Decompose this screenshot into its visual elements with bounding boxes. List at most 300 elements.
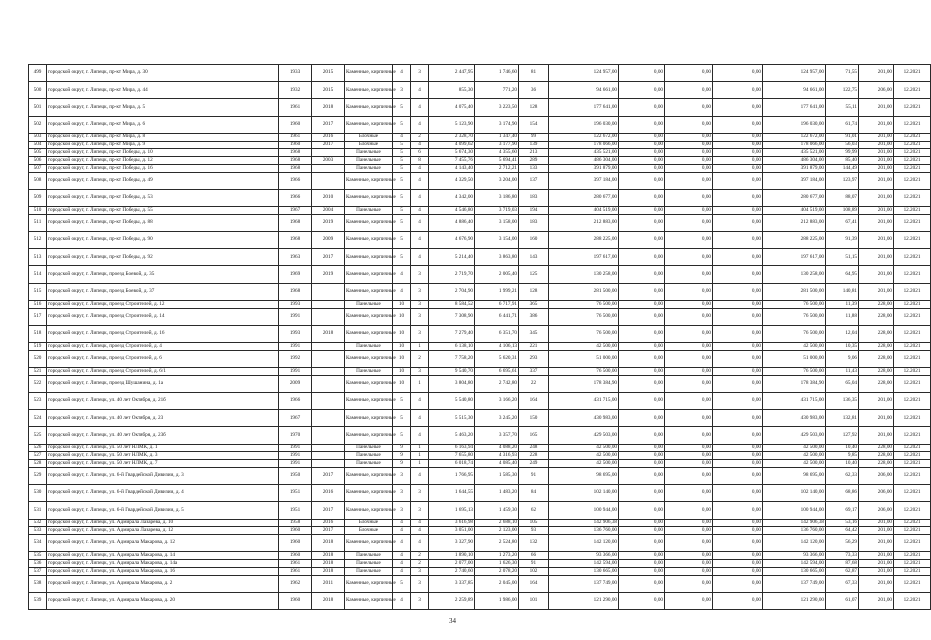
entrances-cell: 3 [411,308,429,325]
unit-cost-cell: 67,33 [826,575,859,592]
year-built-cell: 1963 [279,249,312,266]
fund-cell-2: 0,00 [665,375,713,392]
deadline-cell: 12.2021 [894,232,931,249]
address-cell: городской округ, г. Липецк, пр-кт Победы, д. 55 [47,207,279,215]
living-area-cell: 2 524,80 [475,535,519,552]
residents-cell: 248 [519,444,549,452]
fund-cell-2: 0,00 [665,467,713,484]
row-number: 499 [29,65,47,82]
wall-material-cell: Блочные [345,141,393,149]
table-row [29,189,931,206]
year-repair-cell: 2016 [312,133,345,141]
fund-cell-2: 0,00 [665,266,713,283]
floors-cell: 5 [393,207,411,215]
residents-cell: 99 [519,133,549,141]
deadline-cell: 12.2021 [894,535,931,552]
table-row [29,527,931,535]
year-built-cell: 1967 [279,207,312,215]
max-cost-cell: 201,00 [859,592,894,609]
fund-cell-2: 0,00 [665,485,713,502]
entrances-cell: 4 [411,164,429,172]
total-area-cell: 2 447,95 [429,65,475,82]
total-cost-cell: 136 760,00 [549,527,619,535]
wall-material-cell: Панельные [345,343,393,351]
total-cost-cell: 102 140,00 [549,485,619,502]
row-number: 511 [29,214,47,231]
total-area-cell: 7 308,90 [429,308,475,325]
unit-cost-cell: 62,87 [826,567,859,575]
entrances-cell: 1 [411,343,429,351]
total-area-cell: 2 704,90 [429,283,475,300]
deadline-cell: 12.2021 [894,392,931,409]
residents-cell: 386 [519,308,549,325]
living-area-cell: 6 351,70 [475,325,519,342]
owners-funds-cell: 130 258,00 [763,266,826,283]
row-number: 532 [29,519,47,527]
year-repair-cell [312,368,345,376]
deadline-cell: 12.2021 [894,519,931,527]
row-number: 528 [29,460,47,468]
entrances-cell: 3 [411,325,429,342]
year-built-cell: 2009 [279,375,312,392]
residents-cell: 213 [519,149,549,157]
year-repair-cell: 2016 [312,519,345,527]
max-cost-cell: 201,00 [859,133,894,141]
residents-cell: 183 [519,214,549,231]
living-area-cell: 3 357,70 [475,427,519,444]
fund-cell-3: 0,00 [713,575,763,592]
floors-cell: 10 [393,308,411,325]
deadline-cell: 12.2021 [894,65,931,82]
owners-funds-cell: 76 500,00 [763,308,826,325]
owners-funds-cell: 121 290,00 [763,592,826,609]
owners-funds-cell: 212 883,00 [763,214,826,231]
fund-cell-3: 0,00 [713,460,763,468]
total-cost-cell: 435 521,00 [549,149,619,157]
wall-material-cell: Каменные, кирпичные [345,283,393,300]
table-row [29,172,931,189]
unit-cost-cell: 56,03 [826,141,859,149]
fund-cell-2: 0,00 [665,133,713,141]
owners-funds-cell: 178 066,00 [763,141,826,149]
year-built-cell: 1958 [279,519,312,527]
table-row [29,99,931,116]
fund-cell-3: 0,00 [713,485,763,502]
fund-cell-1: 0,00 [619,527,665,535]
entrances-cell: 3 [411,368,429,376]
total-area-cell: 3 337,85 [429,575,475,592]
year-built-cell: 1991 [279,452,312,460]
unit-cost-cell: 12,04 [826,325,859,342]
living-area-cell: 1 986,00 [475,592,519,609]
fund-cell-2: 0,00 [665,575,713,592]
entrances-cell: 2 [411,350,429,367]
total-cost-cell: 288 225,00 [549,232,619,249]
fund-cell-2: 0,00 [665,214,713,231]
address-cell: городской округ, г. Липецк, ул. Адмирала Лазарева, д. 12 [47,527,279,535]
living-area-cell: 2 045,00 [475,575,519,592]
fund-cell-3: 0,00 [713,368,763,376]
year-repair-cell [312,375,345,392]
year-built-cell: 1962 [279,575,312,592]
fund-cell-2: 0,00 [665,65,713,82]
owners-funds-cell: 177 641,00 [763,99,826,116]
table-row [29,567,931,575]
total-cost-cell: 122 672,00 [549,133,619,141]
owners-funds-cell: 197 617,00 [763,249,826,266]
fund-cell-1: 0,00 [619,249,665,266]
living-area-cell: 3 177,90 [475,141,519,149]
owners-funds-cell: 42 500,00 [763,460,826,468]
max-cost-cell: 228,00 [859,452,894,460]
row-number: 527 [29,452,47,460]
entrances-cell: 4 [411,527,429,535]
unit-cost-cell: 123,97 [826,172,859,189]
total-area-cell: 2 259,89 [429,592,475,609]
year-built-cell: 1968 [279,214,312,231]
unit-cost-cell: 73,33 [826,552,859,560]
year-built-cell: 1968 [279,283,312,300]
total-cost-cell: 486 304,00 [549,157,619,165]
table-row [29,300,931,308]
entrances-cell: 4 [411,116,429,133]
table-row [29,283,931,300]
fund-cell-3: 0,00 [713,172,763,189]
owners-funds-cell: 42 500,00 [763,452,826,460]
unit-cost-cell: 71,55 [826,65,859,82]
year-built-cell: 1961 [279,133,312,141]
row-number: 521 [29,368,47,376]
row-number: 525 [29,427,47,444]
entrances-cell: 3 [411,266,429,283]
row-number: 533 [29,527,47,535]
table-row [29,502,931,519]
deadline-cell: 12.2021 [894,207,931,215]
fund-cell-1: 0,00 [619,300,665,308]
fund-cell-2: 0,00 [665,308,713,325]
residents-cell: 293 [519,350,549,367]
fund-cell-1: 0,00 [619,560,665,568]
year-built-cell: 1967 [279,410,312,427]
living-area-cell: 5 620,31 [475,350,519,367]
address-cell: городской округ, г. Липецк, проезд Строителей, д. 6/1 [47,368,279,376]
table-row [29,325,931,342]
owners-funds-cell: 76 500,00 [763,300,826,308]
floors-cell: 5 [393,214,411,231]
wall-material-cell: Каменные, кирпичные [345,375,393,392]
unit-cost-cell: 144,49 [826,164,859,172]
year-built-cell: 1966 [279,189,312,206]
total-area-cell: 5 515,30 [429,410,475,427]
living-area-cell: 6 441,71 [475,308,519,325]
owners-funds-cell: 196 030,00 [763,116,826,133]
fund-cell-3: 0,00 [713,99,763,116]
address-cell: городской округ, г. Липецк, проезд Строителей, д. 16 [47,325,279,342]
fund-cell-3: 0,00 [713,249,763,266]
living-area-cell: 6 695,61 [475,368,519,376]
fund-cell-3: 0,00 [713,444,763,452]
table-row [29,116,931,133]
year-repair-cell: 2015 [312,65,345,82]
unit-cost-cell: 11,43 [826,368,859,376]
table-row [29,157,931,165]
residents-cell: 137 [519,172,549,189]
row-number: 520 [29,350,47,367]
unit-cost-cell: 67,41 [826,214,859,231]
address-cell: городской округ, г. Липецк, проезд Строителей, д. 4 [47,343,279,351]
entrances-cell: 3 [411,485,429,502]
fund-cell-2: 0,00 [665,460,713,468]
fund-cell-1: 0,00 [619,567,665,575]
fund-cell-2: 0,00 [665,410,713,427]
floors-cell: 9 [393,460,411,468]
entrances-cell: 3 [411,592,429,609]
wall-material-cell: Панельные [345,368,393,376]
total-cost-cell: 142 906,38 [549,519,619,527]
address-cell: городской округ, г. Липецк, ул. Адмирала Макарова, д. 14а [47,560,279,568]
year-built-cell: 1991 [279,308,312,325]
floors-cell: 4 [393,592,411,609]
wall-material-cell: Каменные, кирпичные [345,502,393,519]
residents-cell: 183 [519,189,549,206]
table-row [29,375,931,392]
housing-register-table [28,64,931,610]
owners-funds-cell: 130 665,00 [763,567,826,575]
fund-cell-2: 0,00 [665,552,713,560]
fund-cell-3: 0,00 [713,207,763,215]
fund-cell-3: 0,00 [713,552,763,560]
year-built-cell: 1960 [279,141,312,149]
residents-cell: 143 [519,249,549,266]
wall-material-cell: Каменные, кирпичные [345,189,393,206]
fund-cell-3: 0,00 [713,350,763,367]
residents-cell: 22 [519,375,549,392]
year-repair-cell [312,172,345,189]
fund-cell-2: 0,00 [665,283,713,300]
entrances-cell: 4 [411,392,429,409]
total-cost-cell: 130 665,00 [549,567,619,575]
entrances-cell: 1 [411,460,429,468]
row-number: 500 [29,82,47,99]
entrances-cell: 1 [411,452,429,460]
year-repair-cell: 2018 [312,535,345,552]
unit-cost-cell: 87,68 [826,560,859,568]
address-cell: городской округ, г. Липецк, пр-кт Победы, д. 49 [47,172,279,189]
year-built-cell: 1969 [279,266,312,283]
deadline-cell: 12.2021 [894,133,931,141]
deadline-cell: 12.2021 [894,527,931,535]
owners-funds-cell: 486 304,00 [763,157,826,165]
living-area-cell: 1 999,21 [475,283,519,300]
fund-cell-2: 0,00 [665,325,713,342]
year-repair-cell [312,283,345,300]
wall-material-cell: Панельные [345,207,393,215]
wall-material-cell: Каменные, кирпичные [345,575,393,592]
total-area-cell: 9 540,70 [429,368,475,376]
fund-cell-2: 0,00 [665,141,713,149]
year-built-cell: 1951 [279,502,312,519]
entrances-cell: 3 [411,567,429,575]
total-area-cell: 8 584,52 [429,300,475,308]
living-area-cell: 4 106,13 [475,343,519,351]
address-cell: городской округ, г. Липецк, ул. 6-й Гвардейской Дивизии, д. 4 [47,485,279,502]
residents-cell: 164 [519,392,549,409]
deadline-cell: 12.2021 [894,375,931,392]
table-row [29,392,931,409]
residents-cell: 128 [519,283,549,300]
wall-material-cell: Каменные, кирпичные [345,350,393,367]
max-cost-cell: 201,00 [859,207,894,215]
max-cost-cell: 206,00 [859,82,894,99]
unit-cost-cell: 64,95 [826,266,859,283]
total-cost-cell: 178 066,00 [549,141,619,149]
wall-material-cell: Каменные, кирпичные [345,266,393,283]
wall-material-cell: Блочные [345,133,393,141]
floors-cell: 4 [393,567,411,575]
fund-cell-1: 0,00 [619,444,665,452]
year-repair-cell: 2018 [312,560,345,568]
deadline-cell: 12.2021 [894,567,931,575]
total-area-cell: 4 143,40 [429,164,475,172]
fund-cell-2: 0,00 [665,592,713,609]
total-cost-cell: 42 500,00 [549,452,619,460]
floors-cell: 5 [393,149,411,157]
row-number: 508 [29,172,47,189]
unit-cost-cell: 99,99 [826,149,859,157]
fund-cell-2: 0,00 [665,560,713,568]
unit-cost-cell: 136,35 [826,392,859,409]
floors-cell: 5 [393,189,411,206]
unit-cost-cell: 10,40 [826,444,859,452]
fund-cell-1: 0,00 [619,164,665,172]
year-repair-cell: 2017 [312,141,345,149]
max-cost-cell: 201,00 [859,567,894,575]
floors-cell: 3 [393,467,411,484]
residents-cell: 91 [519,467,549,484]
wall-material-cell: Панельные [345,164,393,172]
residents-cell: 289 [519,157,549,165]
floors-cell: 5 [393,172,411,189]
residents-cell: 249 [519,460,549,468]
floors-cell: 5 [393,575,411,592]
living-area-cell: 1 273,20 [475,552,519,560]
fund-cell-2: 0,00 [665,164,713,172]
fund-cell-2: 0,00 [665,343,713,351]
fund-cell-3: 0,00 [713,467,763,484]
residents-cell: 132 [519,535,549,552]
floors-cell: 10 [393,350,411,367]
fund-cell-1: 0,00 [619,427,665,444]
table-row [29,207,931,215]
year-repair-cell: 2018 [312,552,345,560]
row-number: 530 [29,485,47,502]
total-cost-cell: 94 661,00 [549,82,619,99]
fund-cell-3: 0,00 [713,343,763,351]
fund-cell-1: 0,00 [619,189,665,206]
year-built-cell: 1950 [279,467,312,484]
total-cost-cell: 76 500,00 [549,325,619,342]
residents-cell: 128 [519,99,549,116]
owners-funds-cell: 431 715,00 [763,392,826,409]
fund-cell-3: 0,00 [713,410,763,427]
address-cell: городской округ, г. Липецк, ул. Адмирала Макарова, д. 14 [47,552,279,560]
fund-cell-2: 0,00 [665,452,713,460]
wall-material-cell: Панельные [345,460,393,468]
address-cell: городской округ, г. Липецк, пр-кт Мира, д. 5 [47,99,279,116]
address-cell: городской округ, г. Липецк, пр-кт Победы, д. 10 [47,149,279,157]
owners-funds-cell: 76 500,00 [763,325,826,342]
deadline-cell: 12.2021 [894,410,931,427]
floors-cell: 10 [393,375,411,392]
max-cost-cell: 201,00 [859,427,894,444]
living-area-cell: 4 355,60 [475,149,519,157]
entrances-cell: 4 [411,189,429,206]
deadline-cell: 12.2021 [894,452,931,460]
fund-cell-1: 0,00 [619,149,665,157]
fund-cell-1: 0,00 [619,350,665,367]
max-cost-cell: 201,00 [859,164,894,172]
total-cost-cell: 281 500,00 [549,283,619,300]
fund-cell-1: 0,00 [619,392,665,409]
total-area-cell: 5 674,30 [429,149,475,157]
address-cell: городской округ, г. Липецк, ул. 50 лет НЛМК, д. 1 [47,444,279,452]
address-cell: городской округ, г. Липецк, пр-кт Мира, д. 6 [47,116,279,133]
max-cost-cell: 228,00 [859,308,894,325]
address-cell: городской округ, г. Липецк, проезд Строителей, д. 12 [47,300,279,308]
total-area-cell: 2 077,00 [429,560,475,568]
unit-cost-cell: 108,89 [826,207,859,215]
deadline-cell: 12.2021 [894,164,931,172]
residents-cell: 133 [519,164,549,172]
row-number: 539 [29,592,47,609]
max-cost-cell: 228,00 [859,375,894,392]
residents-cell: 337 [519,368,549,376]
year-built-cell: 1991 [279,460,312,468]
owners-funds-cell: 76 500,00 [763,368,826,376]
address-cell: городской округ, г. Липецк, пр-кт Победы, д. 88 [47,214,279,231]
wall-material-cell: Панельные [345,452,393,460]
table-row [29,560,931,568]
year-built-cell: 1932 [279,82,312,99]
total-cost-cell: 429 503,00 [549,427,619,444]
year-built-cell: 1960 [279,535,312,552]
deadline-cell: 12.2021 [894,368,931,376]
year-repair-cell [312,343,345,351]
fund-cell-2: 0,00 [665,300,713,308]
year-repair-cell: 2017 [312,527,345,535]
table-row [29,232,931,249]
living-area-cell: 2 005,40 [475,266,519,283]
unit-cost-cell: 68,86 [826,485,859,502]
total-area-cell: 6 018,74 [429,460,475,468]
address-cell: городской округ, г. Липецк, ул. 40 лет Октября, д. 23б [47,427,279,444]
total-cost-cell: 404 519,00 [549,207,619,215]
max-cost-cell: 201,00 [859,214,894,231]
total-area-cell: 3 616,98 [429,519,475,527]
fund-cell-3: 0,00 [713,375,763,392]
max-cost-cell: 201,00 [859,249,894,266]
entrances-cell: 2 [411,560,429,568]
year-repair-cell: 2017 [312,116,345,133]
year-built-cell: 1968 [279,164,312,172]
residents-cell: 365 [519,300,549,308]
total-area-cell: 4 329,50 [429,172,475,189]
year-repair-cell: 2018 [312,567,345,575]
fund-cell-3: 0,00 [713,325,763,342]
unit-cost-cell: 61,07 [826,592,859,609]
max-cost-cell: 201,00 [859,189,894,206]
total-area-cell: 2 328,70 [429,133,475,141]
